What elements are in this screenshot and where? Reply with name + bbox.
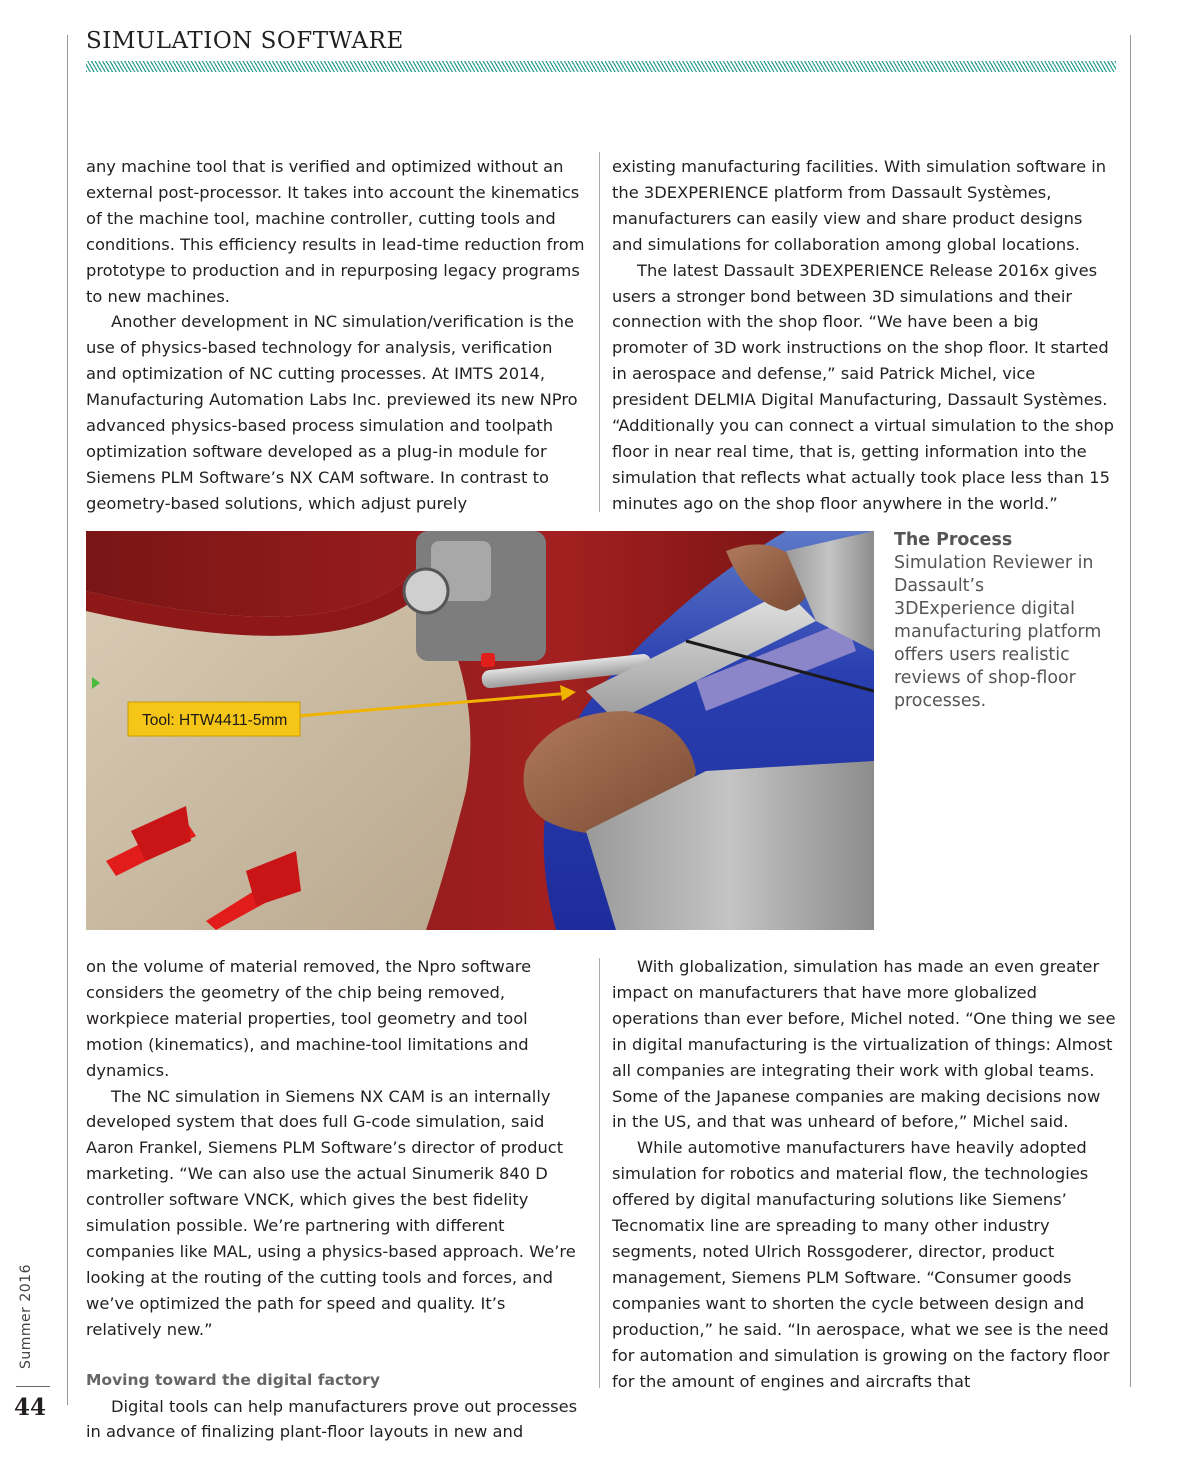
top-right-column	[612, 154, 1117, 517]
paragraph-spacer	[86, 1343, 586, 1368]
caption-text: Simulation Reviewer in Dassault’s 3DExperience digital manufacturing platform offers users realistic reviews of shop-floor processes.	[894, 553, 1102, 711]
right-margin-rule	[1130, 35, 1131, 1387]
simulation-figure	[86, 531, 874, 930]
tool-label-text: Tool: HTW4411-5mm	[142, 712, 288, 729]
paragraph: on the volume of material removed, the Npro software considers the geometry of the chip being removed, workpiece material properties, tool geometry and tool motion (kinematics), and machine-tool limitations and dynamics.	[86, 957, 532, 1080]
caption-heading: The Process	[894, 530, 1013, 550]
bottom-right-column	[612, 954, 1117, 1394]
top-left-column	[86, 154, 586, 517]
column-divider-bottom	[599, 958, 600, 1388]
paragraph: any machine tool that is verified and optimized without an external post-processor. It takes into account the kinematics of the machine tool, machine controller, cutting tools and conditions. This efficiency results in lead-time reduction from prototype to production and in repurposing legacy programs to new machines.	[86, 157, 585, 306]
paragraph: The latest Dassault 3DEXPERIENCE Release 2016x gives users a stronger bond between 3D simulations and their connection with the shop floor. “We have been a big promoter of 3D work instructions on the shop floor. It started in aerospace and defense,” said Patrick Michel, vice president DELMIA Digital Manufacturing, Dassault Systèmes. “Additionally you can connect a virtual simulation to the shop floor in near real time, that is, getting information into the simulation that reflects what actually took place less than 15 minutes ago on the shop floor anywhere in the world.”	[612, 260, 1114, 513]
red-indicator	[481, 653, 495, 667]
issue-label: Summer 2016	[18, 1264, 34, 1369]
spindle-clamp	[404, 569, 448, 613]
bottom-left-column	[86, 954, 586, 1445]
left-margin-rule	[67, 35, 68, 1405]
paragraph: Digital tools can help manufacturers prove out processes in advance of finalizing plant-floor layouts in new and	[86, 1396, 578, 1442]
simulation-illustration	[86, 531, 874, 930]
paragraph: existing manufacturing facilities. With simulation software in the 3DEXPERIENCE platform from Dassault Systèmes, manufacturers can easily view and share product designs and simulations for collaboration among global locations.	[612, 157, 1107, 254]
paragraph: With globalization, simulation has made an even greater impact on manufacturers that have more globalized operations than ever before, Michel noted. “One thing we see in digital manufacturing is the virtualization of things: Almost all companies are integrating their work with global teams. Some of the Japanese companies are making decisions now in the US, and that was unheard of before,” Michel said.	[612, 957, 1116, 1132]
section-title: SIMULATION SOFTWARE	[86, 28, 404, 54]
paragraph: While automotive manufacturers have heavily adopted simulation for robotics and material flow, the technologies offered by digital manufacturing solutions like Siemens’ Tecnomatix line are spreading to many other industry segments, noted Ulrich Rossgoderer, director, product management, Siemens PLM Software. “Consumer goods companies want to shorten the cycle between design and production,” he said. “In aerospace, what we see is the need for automation and simulation is growing on the factory floor for the amount of engines and aircrafts that	[612, 1138, 1110, 1391]
column-divider-top	[599, 152, 600, 512]
paragraph: Another development in NC simulation/verification is the use of physics-based technology for analysis, verification and optimization of NC cutting processes. At IMTS 2014, Manufacturing Automation Labs Inc. previewed its new NPro advanced physics-based process simulation and toolpath optimization software developed as a plug-in module for Siemens PLM Software’s NX CAM software. In contrast to geometry-based solutions, which adjust purely	[86, 312, 578, 513]
subheading: Moving toward the digital factory	[86, 1370, 380, 1389]
page-number-rule	[16, 1386, 50, 1387]
figure-caption	[894, 529, 1109, 713]
paragraph: The NC simulation in Siemens NX CAM is an internally developed system that does full G-code simulation, said Aaron Frankel, Siemens PLM Software’s director of product marketing. “We can also use the actual Sinumerik 840 D controller software VNCK, which gives the best fidelity simulation possible. We’re partnering with different companies like MAL, using a physics-based approach. We’re looking at the routing of the cutting tools and forces, and we’ve optimized the path for speed and quality. It’s relatively new.”	[86, 1086, 576, 1339]
header-hatch-rule	[86, 61, 1116, 72]
page-number: 44	[14, 1394, 47, 1421]
